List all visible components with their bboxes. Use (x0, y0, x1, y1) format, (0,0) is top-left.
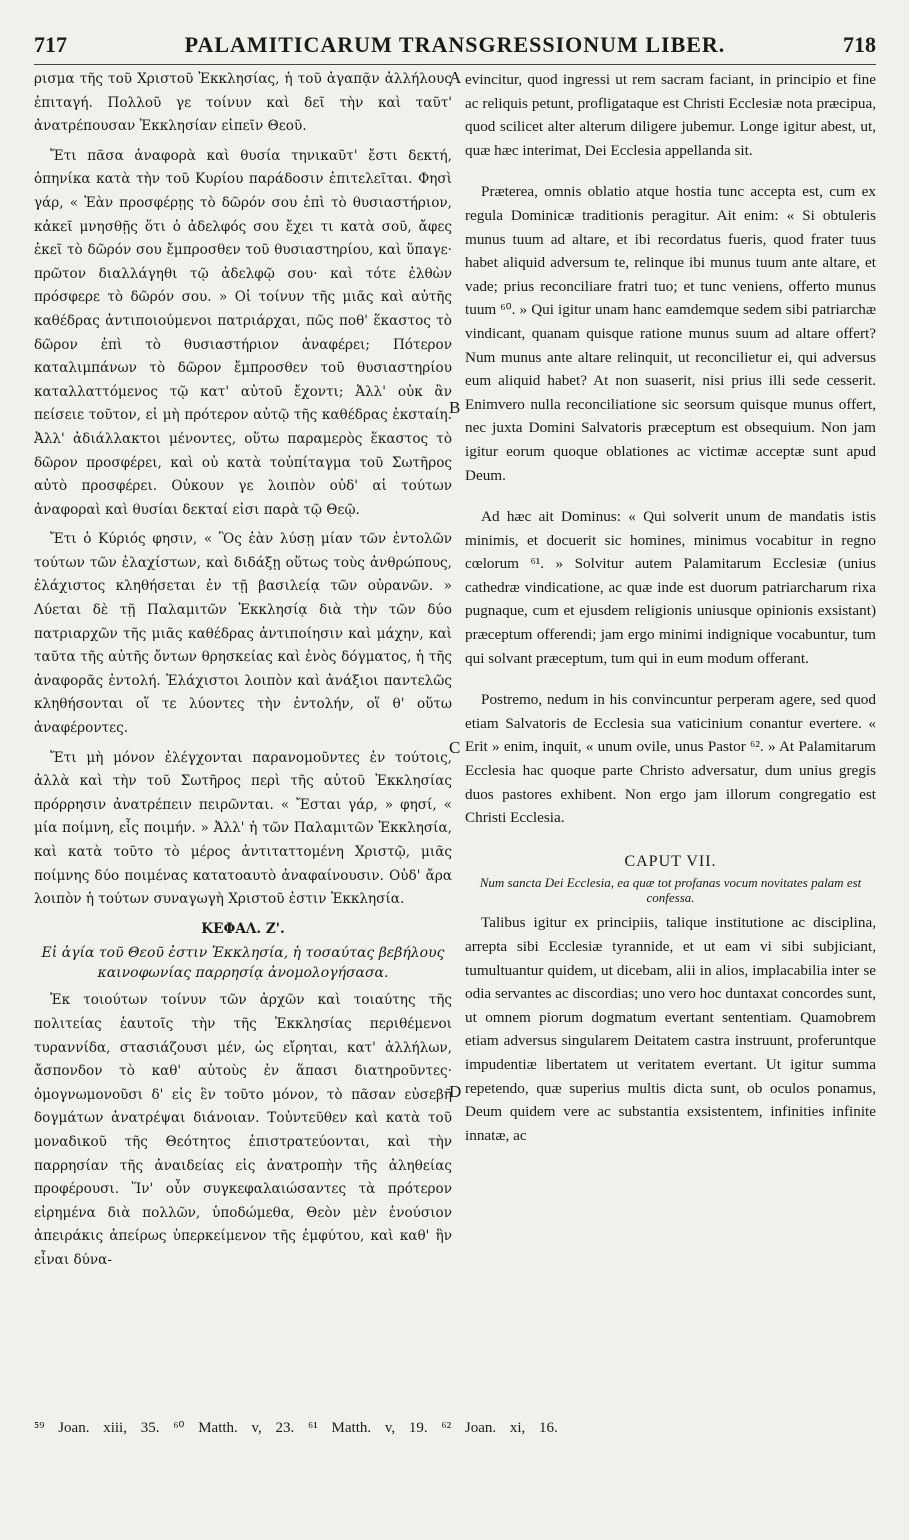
greek-paragraph-5: Ἐκ τοιούτων τοίνυν τῶν ἀρχῶν καὶ τοιαύτης τῆς πολιτείας ἑαυτοῖς τὴν τῆς Ἐκκλησίας περιθέμενοι τυραννίδα, στασιάζουσι μέν, ὡς εἴρηται, κατ' ἀλλήλων, ἄσπονδον τὸ καθ' αὑτοὺς ἐν ἅπασι διατηροῦντες· ὁμογνωμονοῦσι δ' εἰς ἓν τοῦτο μόνον, τὸ πᾶσαν εὐσεβῆ δογμάτων ἀνατρέψαι διάνοιαν. Τοὐντεῦθεν καὶ κατὰ τοῦ μοναδικοῦ τῆς Θεότητος ἐπιστρατεύονται, καὶ τὴν παρρησίαν τῆς ἀναιδείας εἰς ἀνατροπὴν τῆς ἀληθείας προφέρουσι. Ἵν' οὖν συγκεφαλαιώσαντες τὰ πρότερον εἰρημένα διὰ πολλῶν, ὑποδώμεθα, Θεὸν μὲν ἑνούσιον ἀπειράκις ἀπείρως ὑπερκείμενον τῆς ἐμφύτου, καὶ καθ' ἣν εἶναι δύνα- (34, 992, 452, 1268)
latin-paragraph-1: evincitur, quod ingressi ut rem sacram faciant, in principio et fine ac reliquis petunt, profligataque est Christi Ecclesiæ nota præcipua, quod scilicet alter alterum diligere jubemur. Longe igitur abest, ut, quæ hæc interimat, Dei Ecclesia appellanda sit. (465, 71, 876, 159)
greek-paragraph-1: ρισμα τῆς τοῦ Χριστοῦ Ἐκκλησίας, ἡ τοῦ ἀγαπᾷν ἀλλήλους ἐπιταγή. Πολλοῦ γε τοίνυν καὶ δεῖ τὴν καὶ ταῦτ' ἀνατρέπουσαν Ἐκκλησίαν εἰπεῖν Θεοῦ. (34, 71, 452, 135)
greek-chapter-heading: ΚΕΦΑΛ. Ζ'. (201, 920, 285, 937)
latin-paragraph-5: Talibus igitur ex principiis, talique institutione ac disciplina, arrepta sibi Ecclesiæ tyrannide, et ut eam vi sibi subjiciant, tumultuantur quidem, ut dicebam, alii in alios, implacabilia inter se odia servantes ac discordias; uno vero hoc duntaxat concordes sunt, ut omnem piorum dogmatum evertant sententiam. Quamobrem etiam adversus singularem Deitatem castra instruunt, proferuntque impudentiæ libertatem ut veritatem evertant. Ut igitur summa repetendo, quæ superius multis dicta sunt, ob oculos ponamus, Deum quidem vere ac substantia exsistentem, infinities infinite innatæ, ac (465, 914, 876, 1144)
greek-paragraph-4: Ἔτι μὴ μόνον ἐλέγχονται παρανομοῦντες ἐν τούτοις, ἀλλὰ καὶ τὴν τοῦ Σωτῆρος περὶ τῆς αὐτοῦ Ἐκκλησίας πρόρρησιν ἀνατρέπειν πειρῶνται. « Ἔσται γάρ, » φησί, « μία ποίμνη, εἷς ποιμήν. » Ἀλλ' ἡ τῶν Παλαμιτῶν Ἐκκλησία, καὶ κατὰ τοῦτο τὸ μέρος ἀντιταττομένη Χριστῷ, μιᾶς ποίμνης δύο ποιμένας κατατοαυτὸ ἀναφαίνουσιν. Οὐδ' ἄρα λοιπὸν ἡ τούτων συναγωγὴ Χριστοῦ ἐστιν Ἐκκλησία. (34, 749, 452, 908)
page-number-left: 717 (34, 32, 67, 57)
latin-paragraph-2: Præterea, omnis oblatio atque hostia tunc accepta est, cum ex regula Dominicæ traditionis peragitur. Ait enim: « Si obtuleris munus tuum ad altare, et ibi recordatus fueris, quod frater tuus habet aliquid adversum te, relinque ibi munus tuum ante altare, et vade; prius reconciliare fratri tuo; et tunc veniens, offerto munus tuum ⁶⁰. » Qui igitur unam hanc eamdemque sedem sibi patriarchæ vindicant, quanam quisque ratione munus suum ad altare offert? Num munus ante altare relinquit, ut reconcilietur ei, qui adversus eum aliquid habet? At non suaserit, nisi prius illi sede cesserit. Enimvero nulla reconciliatione sic seorsum quisque munus offert, nec juxta Domini Salvatoris præceptum est obsequium. Non jam igitur eorum quoque oblationes ac victimæ acceptæ sunt apud Deum. (465, 183, 876, 484)
margin-marker-a: A (449, 68, 462, 87)
latin-chapter-title: Num sancta Dei Ecclesia, ea quæ tot profanas vocum novitates palam est confessa. (479, 875, 862, 906)
latin-chapter-heading: CAPUT VII. (624, 852, 717, 870)
footnotes: ⁵⁹ Joan. xiii, 35. ⁶⁰ Matth. v, 23. ⁶¹ Matth. v, 19. ⁶² Joan. xi, 16. (34, 1420, 558, 1436)
greek-chapter-title: Εἰ ἁγία τοῦ Θεοῦ ἐστιν Ἐκκλησία, ἡ τοσαύτας βεβήλους καινοφωνίας παρρησίᾳ ἀνομολογήσασα. (41, 945, 445, 982)
latin-paragraph-4: Postremo, nedum in his convincuntur perperam agere, sed quod etiam Salvatoris de Ecclesia sua vaticinium conantur evertere. « Erit » enim, inquit, « unum ovile, unus Pastor ⁶². » At Palamitarum Ecclesia hac quoque parte Christo adversatur, dum unius gregis duos pastores exhibent. Non ergo jam illorum congregatio est Christi Ecclesia. (465, 691, 876, 827)
page-number-right: 718 (843, 32, 876, 57)
margin-marker-d: D (449, 1082, 462, 1101)
greek-paragraph-3: Ἔτι ὁ Κύριός φησιν, « Ὃς ἐὰν λύσῃ μίαν τῶν ἐντολῶν τούτων τῶν ἐλαχίστων, καὶ διδάξῃ οὕτως τοὺς ἀνθρώπους, ἐλάχιστος κληθήσεται ἐν τῇ βασιλείᾳ τῶν οὐρανῶν. » Λύεται δὲ τῇ Παλαμιτῶν Ἐκκλησίᾳ διὰ τὴν τῶν δύο πατριαρχῶν τῆς μιᾶς καθέδρας ἀντιποίησιν καὶ μάχην, καὶ ταῦτα τῆς αὐτῆς ὄντων θρησκείας καὶ ἑνὸς δόγματος, ἡ τῆς ἀναφορᾶς ἐντολή. Ἐλάχιστοι λοιπὸν καὶ ἀνάξιοι παντελῶς κληθήσονται οἵ τε λύοντες τὴν ἐντολήν, οἵ θ' οὕτω ἀναφέροντες. (34, 531, 452, 737)
running-title: PALAMITICARUM TRANSGRESSIONUM LIBER. (184, 32, 726, 57)
margin-marker-c: C (449, 738, 461, 757)
greek-column (34, 68, 452, 1279)
latin-column (465, 68, 876, 1153)
greek-paragraph-2: Ἔτι πᾶσα ἀναφορὰ καὶ θυσία τηνικαῦτ' ἔστι δεκτή, ὁπηνίκα κατὰ τὴν τοῦ Κυρίου παράδοσιν ἐπιτελεῖται. Φησὶ γάρ, « Ἐὰν προσφέρῃς τὸ δῶρόν σου ἐπὶ τὸ θυσιαστήριον, κἀκεῖ μνησθῇς ὅτι ὁ ἀδελφός σου ἔχει τι κατὰ σοῦ, ἄφες ἐκεῖ τὸ δῶρόν σου ἔμπροσθεν τοῦ θυσιαστηρίου, καὶ ὕπαγε· πρῶτον διαλλάγηθι τῷ ἀδελφῷ σου· καὶ τότε ἐλθὼν πρόσφερε τὸ δῶρόν σου. » Οἱ τοίνυν τῆς μιᾶς καὶ αὐτῆς καθέδρας ἀντιποιούμενοι πατριάρχαι, πῶς ποθ' ἕκαστος τὸ δῶρον ἐπὶ τὸ θυσιαστήριον ἀναφέρει; Πότερον καταλιμπάνων τὸ δῶρον ἔμπροσθεν τοῦ θυσιαστηρίου καταλλαττόμενος τῷ κατ' αὐτοῦ ἔχοντι; Ἀλλ' οὐκ ἂν πείσειε τοῦτον, εἰ μὴ πρότερον αὐτῷ τῆς καθέδρας ἐκσταίη. Ἀλλ' ἀδιάλλακτοι μένοντες, οὕτω παραμερὸς ἕκαστος τὸ δῶρον προσφέρει, καὶ οὐ κατὰ τοὐπίταγμα τοῦ Σωτῆρος αὐτὸ προσφέρει. Οὐκουν γε λοιπὸν οὐδ' αἱ τούτων ἀναφοραὶ καὶ θυσίαι δεκταί εἰσι παρὰ τῷ Θεῷ. (34, 147, 452, 518)
page-header (34, 32, 876, 65)
latin-paragraph-3: Ad hæc ait Dominus: « Qui solverit unum de mandatis istis minimis, et docuerit sic homines, minimus vocabitur in regno cœlorum ⁶¹. » Solvitur autem Palamitarum Ecclesiæ (unius cathedræ vindicatione, ac quæ inde est duorum patriarcharum rixa pugnaque, cum et ejusdem religionis uniusque opinionis exsistant) præceptum offerendi; jam ergo minimi indignique vocabuntur, tum qui solvant præceptum, tum qui in eum modum offerant. (465, 508, 876, 667)
margin-marker-b: B (449, 398, 461, 417)
